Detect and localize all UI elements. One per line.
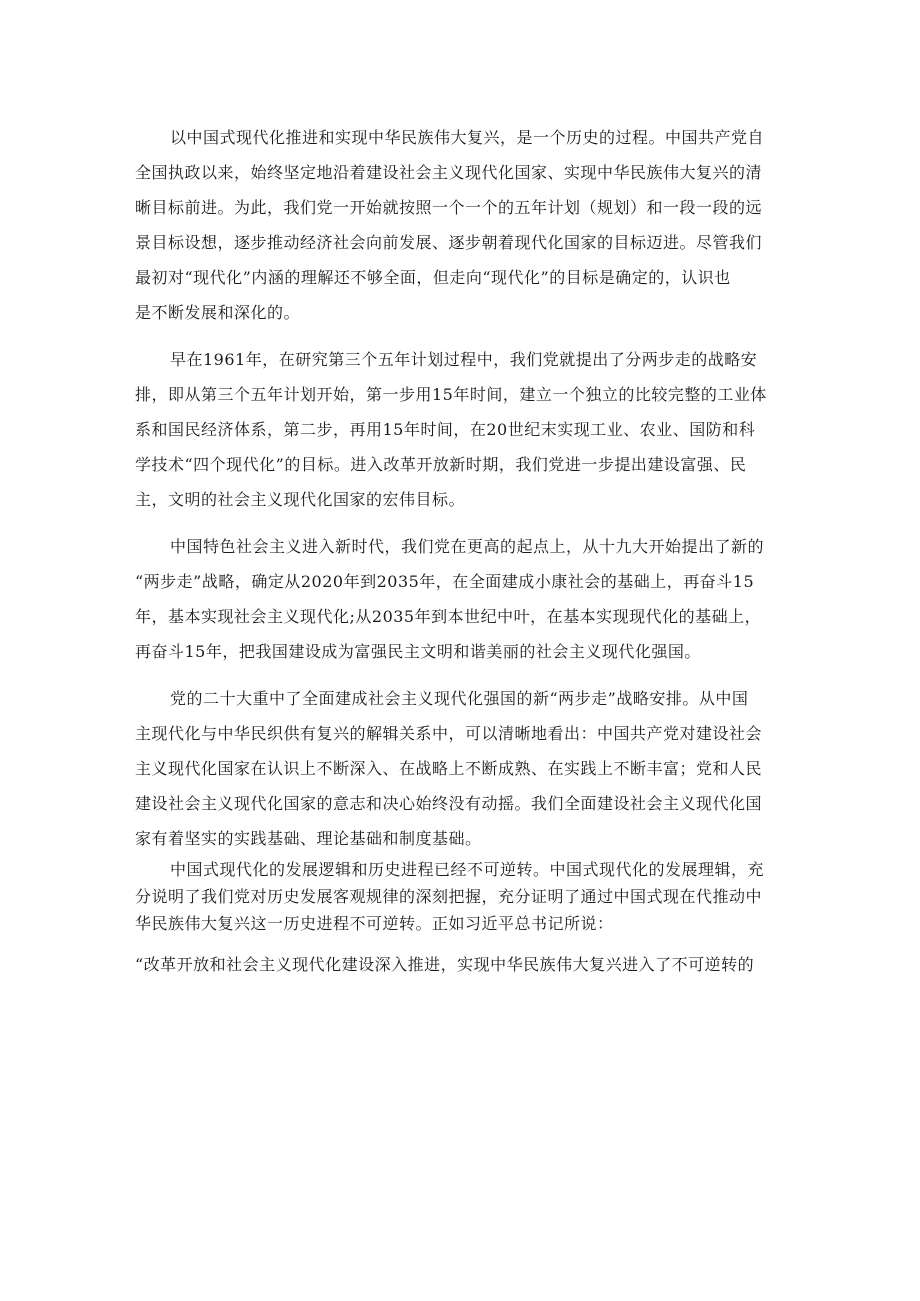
text-line: “两步走”战略，确定从2020年到2035年，在全面建成小康社会的基础上，再奋斗15: [135, 572, 755, 591]
text-line: 早在1961年，在研究第三个五年计划过程中，我们党就提出了分两步走的战略安: [170, 350, 758, 369]
text-line: 主，文明的社会主义现代化国家的宏伟目标。: [135, 490, 466, 509]
text-line: 景目标设想，逐步推动经济社会向前发展、逐步朝着现代化国家的目标迈进。尽管我们: [135, 233, 763, 252]
text-line: 是不断发展和深化的。: [135, 303, 301, 322]
paragraph-3: [135, 529, 785, 669]
paragraph-6: [135, 947, 785, 982]
text-line: 中国式现代化的发展逻辑和历史进程已经不可逆转。中国式现代化的发展理辑，充: [170, 860, 765, 879]
text-line: 党的二十大重中了全面建成社会主义现代化强国的新“两步走”战略安排。从中国: [170, 689, 749, 708]
paragraph-4: [135, 681, 785, 856]
text-line: 最初对“现代化”内涵的理解还不够全面，但走向“现代化”的目标是确定的，认识也: [135, 268, 731, 287]
text-line: 晰目标前进。为此，我们党一开始就按照一个一个的五年计划（规划）和一段一段的远: [135, 198, 763, 217]
text-line: 年，基本实现社会主义现代化;从2035年到本世纪中叶，在基本实现现代化的基础上，: [135, 607, 762, 626]
text-line: “改革开放和社会主义现代化建设深入推进，实现中华民族伟大复兴进入了不可逆转的: [135, 955, 755, 974]
text-line: 系和国民经济体系，第二步，再用15年时间，在20世纪末实现工业、农业、国防和科: [135, 420, 756, 439]
text-line: 分说明了我们党对历史发展客观规律的深刻把握，充分证明了通过中国式现在代推动中: [135, 887, 763, 906]
document-page: [135, 120, 785, 982]
text-line: 全国执政以来，始终坚定地沿着建设社会主义现代化国家、实现中华民族伟大复兴的清: [135, 163, 763, 182]
text-line: 建设社会主义现代化国家的意志和决心始终没有动摇。我们全面建设社会主义现代化国: [135, 794, 763, 813]
text-line: 学技术“四个现代化”的目标。进入改革开放新时期，我们党进一步提出建设富强、民: [135, 455, 747, 474]
text-line: 以中国式现代化推进和实现中华民族伟大复兴，是一个历史的过程。中国共产党自: [170, 128, 765, 147]
text-line: 中国特色社会主义进入新时代，我们党在更高的起点上，从十九大开始提出了新的: [170, 537, 765, 556]
text-line: 家有着坚实的实践基础、理论基础和制度基础。: [135, 829, 482, 848]
text-line: 再奋斗15年，把我国建设成为富强民主文明和谐美丽的社会主义现代化强国。: [135, 642, 701, 661]
paragraph-2: [135, 342, 785, 517]
paragraph-5: [135, 856, 785, 937]
text-line: 主义现代化国家在认识上不断深入、在战略上不断成熟、在实践上不断丰富；党和人民: [135, 759, 763, 778]
paragraph-1: [135, 120, 785, 330]
text-line: 华民族伟大复兴这一历史进程不可逆转。正如习近平总书记所说：: [135, 914, 614, 933]
text-line: 排，即从第三个五年计划开始，第一步用15年时间，建立一个独立的比较完整的工业体: [135, 385, 767, 404]
text-line: 主现代化与中华民织供有复兴的解辑关系中，可以清晰地看出：中国共产党对建设社会: [135, 724, 763, 743]
